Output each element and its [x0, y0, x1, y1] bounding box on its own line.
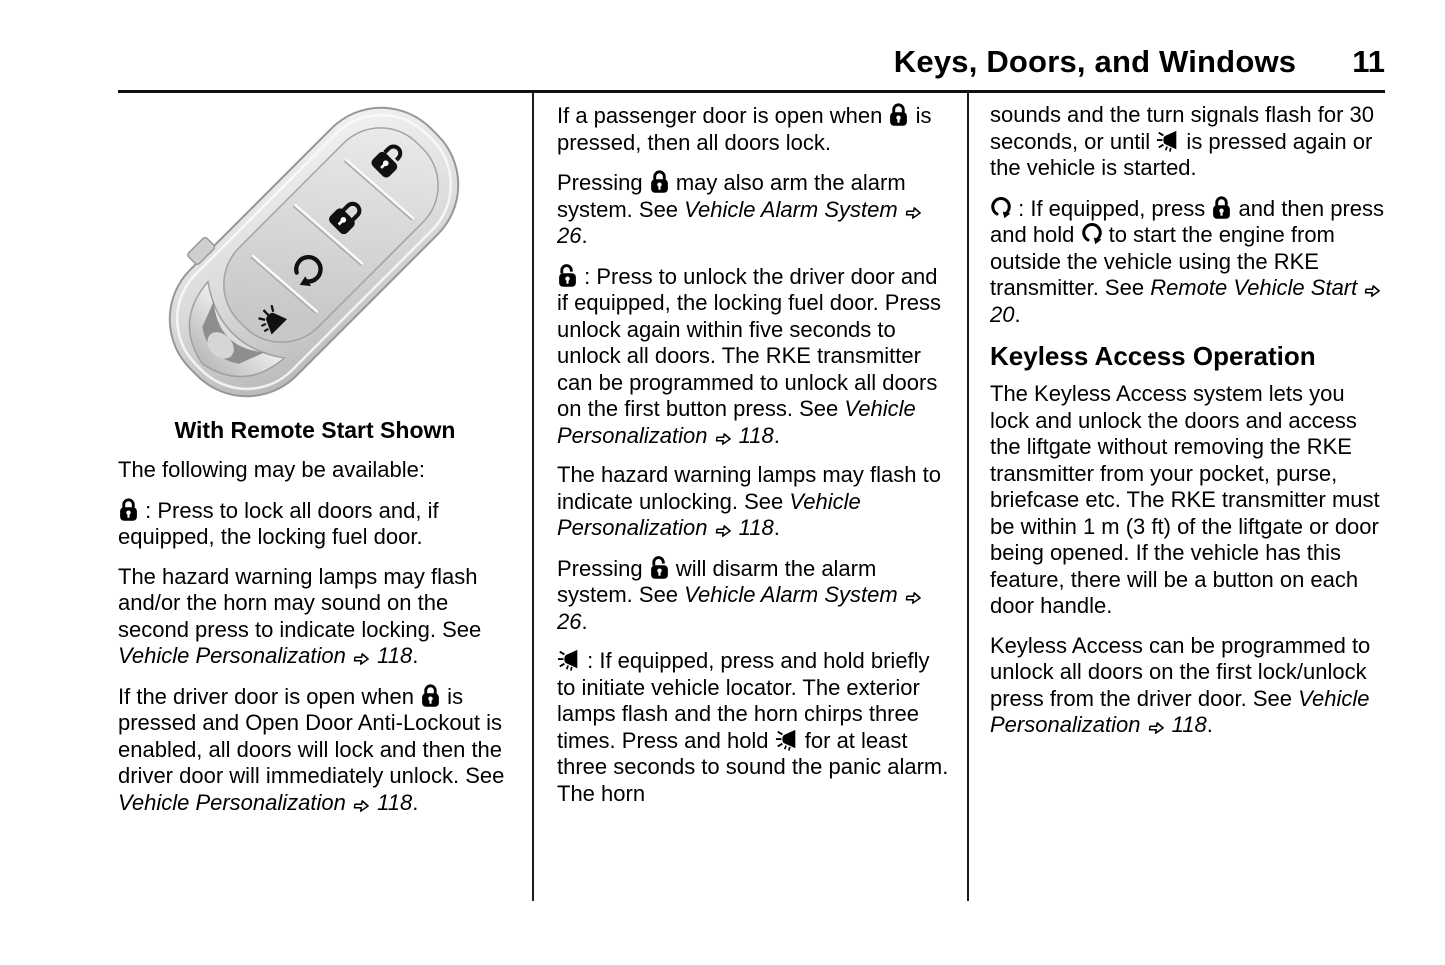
text-run: : Press to unlock the driver door and if equipped, the locking fuel door. Press unlock again within five seconds to unlock all doors. The RKE transmitter can be programmed to unlock all doors on the first button press. See: [557, 263, 942, 421]
text-run: .: [581, 608, 588, 634]
reference-text: 118: [371, 643, 413, 668]
paragraph: [557, 462, 949, 542]
rke-transmitter-figure: [118, 102, 512, 443]
reference-text: Vehicle Personalization: [118, 789, 346, 815]
reference-text: 26: [557, 608, 582, 634]
page-arrow-icon: [352, 651, 371, 667]
lock-icon: [1211, 195, 1232, 220]
text-run: .: [1206, 712, 1213, 737]
text-run: to start the engine from outside the vehicle using the RKE transmitter. See: [990, 222, 1335, 300]
text-run: may also arm the alarm system. See: [557, 170, 906, 222]
page-header: [118, 44, 1385, 90]
reference-text: Vehicle Personalization: [557, 488, 861, 540]
reference-text: 118: [1165, 712, 1207, 737]
page-arrow-icon: [1147, 720, 1166, 736]
reference-text: Remote Vehicle Start: [1150, 275, 1358, 300]
text-run: .: [1014, 301, 1021, 327]
page-arrow-icon: [714, 431, 733, 447]
paragraph: [118, 457, 512, 484]
page-arrow-icon: [352, 798, 371, 814]
fob-body: [132, 102, 488, 404]
text-run: for at least three seconds to sound the panic alarm. The horn: [557, 727, 949, 806]
column-right: [969, 93, 1385, 901]
remote-start-icon: [1081, 222, 1103, 246]
paragraph: [990, 633, 1385, 739]
figure-caption: With Remote Start Shown: [174, 416, 456, 443]
reference-text: 118: [732, 515, 774, 540]
paragraph: [557, 169, 949, 250]
paragraph: [990, 381, 1385, 620]
column-middle: [532, 93, 969, 901]
text-run: If the driver door is open when: [118, 683, 421, 709]
text-run: : If equipped, press: [1012, 195, 1212, 221]
paragraph: [990, 195, 1385, 329]
horn-icon: [1156, 129, 1180, 153]
paragraph: [118, 683, 512, 817]
paragraph: [557, 555, 949, 636]
text-run: .: [412, 643, 419, 668]
paragraph: [118, 497, 512, 551]
remote-start-icon: [990, 196, 1012, 220]
column-left: [118, 93, 532, 901]
lock-icon: [420, 683, 441, 708]
text-run: .: [412, 789, 419, 815]
horn-icon: [775, 728, 799, 752]
right-column-text: [990, 102, 1385, 739]
left-column-text: [118, 457, 512, 816]
paragraph: [557, 648, 949, 807]
content-columns: [118, 93, 1385, 901]
lock-icon: [888, 102, 909, 127]
unlock-icon: [649, 555, 670, 580]
reference-text: Vehicle Personalization: [990, 685, 1370, 737]
rke-fob-illustration: [118, 102, 510, 404]
chapter-title: Keys, Doors, and Windows: [893, 44, 1297, 79]
text-run: .: [773, 515, 780, 540]
text-run: The hazard warning lamps may flash and/or the horn may sound on the second press to indicate locking. See: [118, 563, 482, 642]
reference-text: 118: [732, 422, 774, 448]
lock-icon: [649, 169, 670, 194]
page-arrow-icon: [714, 523, 733, 539]
text-run: will disarm the alarm system. See: [557, 555, 877, 607]
paragraph: [990, 102, 1385, 182]
text-run: is pressed, then all doors lock.: [557, 103, 932, 155]
lock-icon: [118, 497, 139, 522]
text-run: The following may be available:: [118, 457, 425, 482]
text-run: The hazard warning lamps may flash to indicate unlocking. See: [557, 462, 941, 514]
text-run: : If equipped, press and hold briefly to initiate vehicle locator. The exterior lamps flash and the horn chirps three times. Press and hold: [557, 648, 930, 753]
text-run: Pressing: [557, 170, 649, 195]
section-heading: Keyless Access Operation: [990, 341, 1316, 371]
text-run: and then press and hold: [990, 195, 1385, 247]
reference-text: 26: [557, 223, 582, 248]
text-run: sounds and the turn signals flash for 30 seconds, or until: [990, 102, 1375, 154]
page-number: 11: [1352, 44, 1385, 79]
paragraph: [557, 102, 949, 156]
reference-text: Vehicle Alarm System: [684, 582, 898, 607]
page-arrow-icon: [1363, 283, 1382, 299]
paragraph: [557, 263, 949, 450]
text-run: Pressing: [557, 555, 649, 581]
page-arrow-icon: [904, 205, 923, 221]
text-run: If a passenger door is open when: [557, 103, 889, 128]
text-run: is pressed again or the vehicle is started.: [990, 128, 1373, 180]
reference-text: Vehicle Alarm System: [684, 196, 898, 222]
text-run: Keyless Access can be programmed to unlock all doors on the first lock/unlock press from the driver door. See: [990, 632, 1371, 711]
text-run: : Press to lock all doors and, if equipped, the locking fuel door.: [118, 497, 439, 549]
middle-column-text: [557, 102, 949, 807]
reference-text: 118: [371, 789, 413, 815]
text-run: is pressed and Open Door Anti-Lockout is enabled, all doors will lock and then the driver door will immediately unlock. See: [118, 683, 505, 788]
text-run: .: [773, 422, 780, 448]
unlock-icon: [557, 263, 578, 288]
reference-text: Vehicle Personalization: [118, 643, 346, 668]
horn-icon: [557, 648, 581, 672]
reference-text: 20: [990, 301, 1015, 327]
page-arrow-icon: [904, 590, 923, 606]
reference-text: Vehicle Personalization: [557, 396, 916, 448]
paragraph: [118, 564, 512, 670]
text-run: .: [581, 223, 588, 248]
text-run: The Keyless Access system lets you lock and unlock the doors and access the liftgate without removing the RKE transmitter from your pocket, purse, briefcase etc. The RKE transmitter must be within 1 m (3 ft) of the liftgate or door being opened. If the vehicle has this feature, there will be a button on each door handle.: [990, 381, 1380, 618]
